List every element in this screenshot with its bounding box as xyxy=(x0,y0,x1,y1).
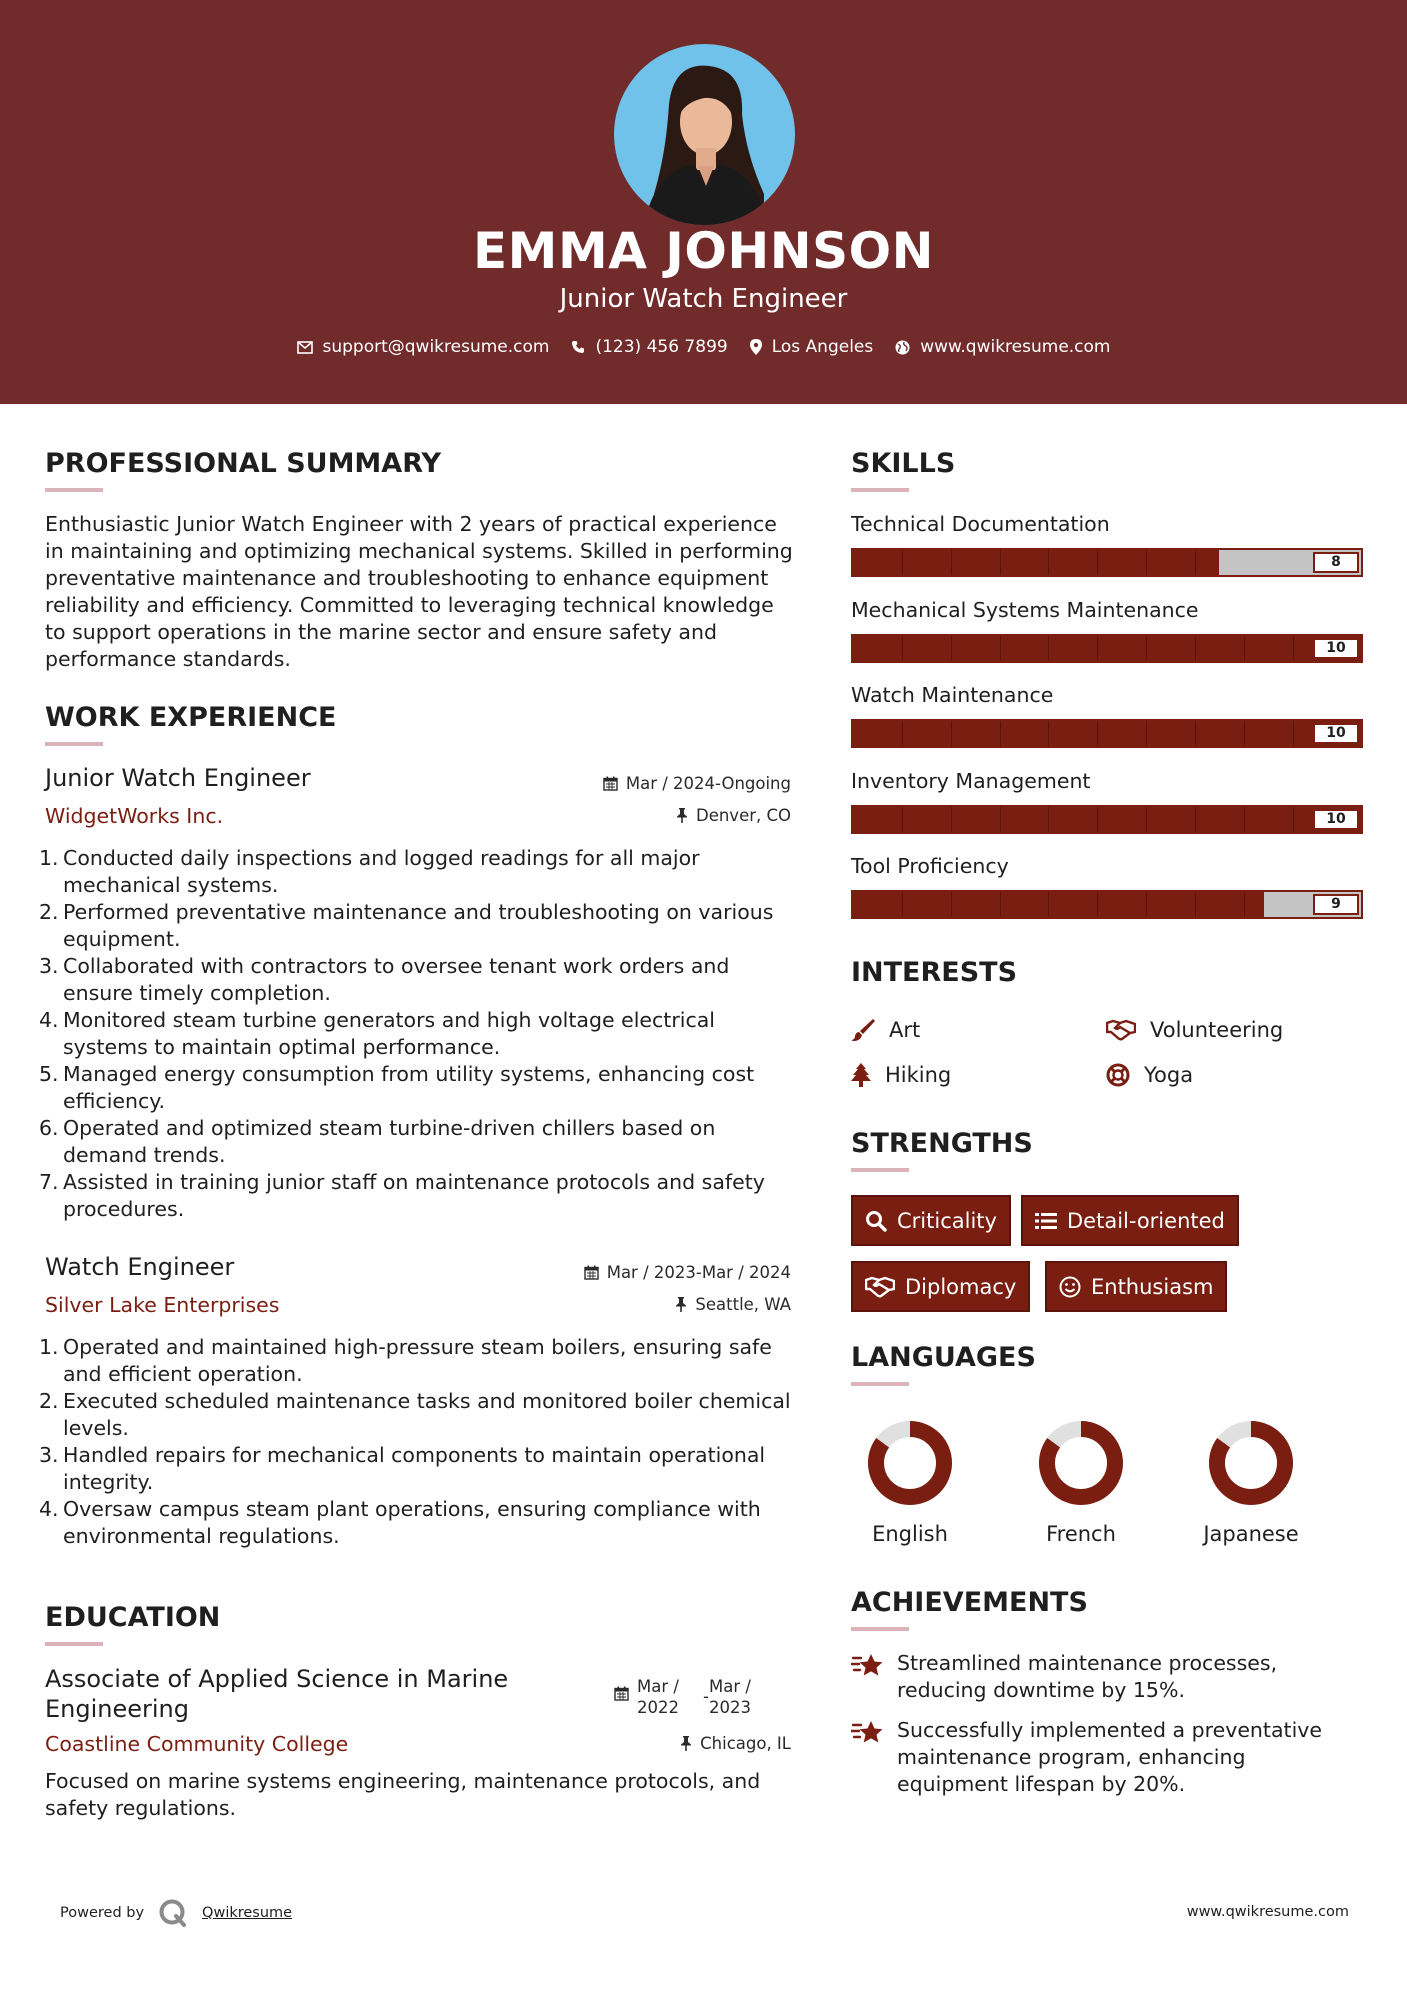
experience-underline xyxy=(45,742,103,746)
job-title: Junior Watch Engineer xyxy=(45,764,311,792)
skill-bar-divider xyxy=(1146,550,1147,575)
job-bullets xyxy=(39,1334,795,1550)
skill-bar-divider xyxy=(1293,807,1294,832)
skill-bar-divider xyxy=(1048,550,1049,575)
skill-label: Tool Proficiency xyxy=(851,854,1009,878)
candidate-name: EMMA JOHNSON xyxy=(473,222,934,280)
handshake-icon xyxy=(865,1276,895,1298)
languages-heading: LANGUAGES xyxy=(851,1342,1036,1373)
skill-bar-fill xyxy=(853,721,1361,746)
degree-title: Associate of Applied Science in Marine Engineering xyxy=(45,1665,509,1723)
pushpin-icon xyxy=(676,808,688,823)
skill-bar-divider xyxy=(1000,721,1001,746)
website-text: www.qwikresume.com xyxy=(920,337,1111,357)
interest-volunteering: Volunteering xyxy=(1106,1018,1283,1042)
skill-value: 10 xyxy=(1313,638,1359,659)
map-pin-icon xyxy=(750,339,762,355)
education-heading: EDUCATION xyxy=(45,1602,221,1633)
smile-icon xyxy=(1059,1276,1081,1298)
skill-bar-divider xyxy=(1244,892,1245,917)
skill-bar-divider xyxy=(1293,721,1294,746)
profile-photo xyxy=(614,44,795,225)
strength-chip: Diplomacy xyxy=(851,1261,1030,1312)
contact-bar xyxy=(0,337,1407,357)
summary-heading: PROFESSIONAL SUMMARY xyxy=(45,448,442,479)
list-icon xyxy=(1035,1211,1057,1231)
skill-label: Watch Maintenance xyxy=(851,683,1054,707)
language-donut xyxy=(865,1418,955,1508)
skill-bar xyxy=(851,548,1363,577)
education-location-text: Chicago, IL xyxy=(700,1734,791,1753)
skill-bar-divider xyxy=(902,721,903,746)
list-item: 2. Performed preventative maintenance and troubleshooting on various equipment. xyxy=(39,900,774,951)
job-title: Watch Engineer xyxy=(45,1253,235,1281)
achievement-item: Successfully implemented a preventative maintenance program, enhancing equipment lifespan by 20%. xyxy=(851,1717,1351,1798)
handshake-icon xyxy=(1106,1019,1136,1041)
list-item: 5. Managed energy consumption from utility systems, enhancing cost efficiency. xyxy=(39,1062,755,1113)
summary-text: Enthusiastic Junior Watch Engineer with 2 years of practical experience in maintaining and optimizing mechanical systems. Skilled in performing preventative maintenance and troubleshooting to enhance equipment reliability and efficiency. Committed to leveraging technical knowledge to support operations in the marine sector and ensure safety and performance standards. xyxy=(45,512,793,671)
paintbrush-icon xyxy=(851,1018,875,1042)
skill-bar xyxy=(851,719,1363,748)
globe-icon xyxy=(895,340,910,355)
skill-bar-divider xyxy=(1195,636,1196,661)
achievements-heading: ACHIEVEMENTS xyxy=(851,1587,1088,1618)
skill-bar-divider xyxy=(1048,636,1049,661)
strength-chip: Enthusiasm xyxy=(1045,1261,1227,1312)
strength-chip: Detail-oriented xyxy=(1021,1195,1239,1246)
lifering-icon xyxy=(1106,1063,1130,1087)
skill-bar-divider xyxy=(1048,892,1049,917)
language-label: Japanese xyxy=(1203,1522,1299,1546)
skills-underline xyxy=(851,488,909,492)
skill-bar-divider xyxy=(951,550,952,575)
skill-bar-divider xyxy=(1097,636,1098,661)
contact-email[interactable] xyxy=(297,337,550,357)
interest-art: Art xyxy=(851,1018,920,1042)
skill-value: 10 xyxy=(1313,723,1359,744)
skill-bar-divider xyxy=(1195,721,1196,746)
skill-bar-fill xyxy=(853,636,1361,661)
skill-bar-divider xyxy=(1000,636,1001,661)
school-name: Coastline Community College xyxy=(45,1732,349,1756)
job-location xyxy=(676,806,791,825)
skill-bar-divider xyxy=(1146,721,1147,746)
interest-hiking: Hiking xyxy=(851,1063,951,1087)
skill-bar-divider xyxy=(951,721,952,746)
education-description: Focused on marine systems engineering, maintenance protocols, and safety regulations. xyxy=(45,1769,761,1820)
location-text: Los Angeles xyxy=(771,337,874,357)
company-name: WidgetWorks Inc. xyxy=(45,804,224,828)
strengths-underline xyxy=(851,1168,909,1172)
job-bullets xyxy=(39,845,795,1223)
company-name: Silver Lake Enterprises xyxy=(45,1293,280,1317)
skill-value: 9 xyxy=(1313,894,1359,915)
skill-bar xyxy=(851,634,1363,663)
list-item: 4. Oversaw campus steam plant operations, ensuring compliance with environmental regulations. xyxy=(39,1497,761,1548)
contact-location xyxy=(750,337,874,357)
skill-bar-divider xyxy=(1146,892,1147,917)
tree-icon xyxy=(851,1063,871,1087)
skill-bar-divider xyxy=(902,636,903,661)
achievement-item: Streamlined maintenance processes, reducing downtime by 15%. xyxy=(851,1650,1351,1704)
skills-heading: SKILLS xyxy=(851,448,956,479)
skill-bar-divider xyxy=(1097,721,1098,746)
job-location-text: Denver, CO xyxy=(695,806,791,825)
experience-heading: WORK EXPERIENCE xyxy=(45,702,337,733)
skill-bar-divider xyxy=(951,636,952,661)
contact-website[interactable] xyxy=(895,337,1110,357)
job-dates-text: Mar / 2023-Mar / 2024 xyxy=(606,1263,791,1282)
email-text: support@qwikresume.com xyxy=(322,337,550,357)
list-item: 3. Handled repairs for mechanical components to maintain operational integrity. xyxy=(39,1443,766,1494)
education-start: Mar / 2022 xyxy=(637,1677,679,1717)
skill-bar-divider xyxy=(902,550,903,575)
skill-bar-divider xyxy=(1293,636,1294,661)
skill-bar-divider xyxy=(1244,721,1245,746)
search-icon xyxy=(865,1210,887,1232)
skill-label: Technical Documentation xyxy=(851,512,1110,536)
skill-bar-divider xyxy=(1097,892,1098,917)
contact-phone[interactable] xyxy=(571,337,727,357)
skill-bar-divider xyxy=(951,892,952,917)
phone-text: (123) 456 7899 xyxy=(595,337,728,357)
skill-value: 10 xyxy=(1313,809,1359,830)
skill-bar-divider xyxy=(1146,636,1147,661)
skill-bar-divider xyxy=(1244,807,1245,832)
calendar-icon xyxy=(603,776,618,791)
language-label: French xyxy=(1046,1522,1116,1546)
language-label: English xyxy=(872,1522,948,1546)
job-dates xyxy=(584,1263,791,1282)
list-item: 1. Conducted daily inspections and logged readings for all major mechanical systems. xyxy=(39,846,700,897)
summary-underline xyxy=(45,488,103,492)
list-item: 2. Executed scheduled maintenance tasks and monitored boiler chemical levels. xyxy=(39,1389,791,1440)
skill-bar xyxy=(851,805,1363,834)
qwikresume-logo-icon xyxy=(158,1898,188,1928)
interests-heading: INTERESTS xyxy=(851,957,1018,988)
strength-chip: Criticality xyxy=(851,1195,1011,1246)
skill-bar-divider xyxy=(902,892,903,917)
languages-underline xyxy=(851,1382,909,1386)
list-item: 6. Operated and optimized steam turbine-driven chillers based on demand trends. xyxy=(39,1116,716,1167)
skill-bar-divider xyxy=(1244,636,1245,661)
star-medal-icon xyxy=(851,1652,883,1680)
skill-label: Mechanical Systems Maintenance xyxy=(851,597,1199,622)
education-location xyxy=(680,1734,791,1753)
phone-icon xyxy=(571,340,585,354)
strengths-heading: STRENGTHS xyxy=(851,1128,1033,1159)
education-dates xyxy=(614,1676,751,1718)
footer-url[interactable]: www.qwikresume.com xyxy=(1186,1904,1349,1920)
header xyxy=(0,0,1407,404)
job-location-text: Seattle, WA xyxy=(695,1295,791,1314)
skill-bar-divider xyxy=(1000,892,1001,917)
skill-bar-divider xyxy=(902,807,903,832)
skill-bar-divider xyxy=(1195,892,1196,917)
envelope-icon xyxy=(297,341,313,354)
skill-label: Inventory Management xyxy=(851,768,1091,793)
list-item: 7. Assisted in training junior staff on maintenance protocols and safety procedures. xyxy=(39,1170,765,1221)
qwikresume-link[interactable]: Qwikresume xyxy=(202,1905,293,1921)
education-end: - Mar / 2023 xyxy=(703,1677,751,1717)
education-underline xyxy=(45,1642,103,1646)
pushpin-icon xyxy=(680,1736,692,1751)
footer-powered-by: Powered by Qwikresume xyxy=(60,1898,292,1928)
skill-bar-divider xyxy=(1195,550,1196,575)
skill-bar-divider xyxy=(1048,721,1049,746)
job-dates-text: Mar / 2024-Ongoing xyxy=(625,774,791,793)
list-item: 4. Monitored steam turbine generators and high voltage electrical systems to maintain optimal performance. xyxy=(39,1008,715,1059)
skill-value: 8 xyxy=(1313,552,1359,573)
skill-bar-divider xyxy=(1195,807,1196,832)
skill-bar-divider xyxy=(1048,807,1049,832)
skill-bar-divider xyxy=(951,807,952,832)
star-medal-icon xyxy=(851,1719,883,1747)
language-donut xyxy=(1036,1418,1126,1508)
list-item: 1. Operated and maintained high-pressure steam boilers, ensuring safe and efficient operation. xyxy=(39,1335,772,1386)
pushpin-icon xyxy=(675,1297,687,1312)
skill-bar-divider xyxy=(1000,807,1001,832)
candidate-title: Junior Watch Engineer xyxy=(559,284,848,314)
calendar-icon xyxy=(584,1265,599,1280)
achievements-underline xyxy=(851,1627,909,1631)
job-dates xyxy=(603,774,791,793)
skill-bar-divider xyxy=(1000,550,1001,575)
skill-bar-divider xyxy=(1097,807,1098,832)
skill-bar-fill xyxy=(853,807,1361,832)
skill-bar-divider xyxy=(1146,807,1147,832)
list-item: 3. Collaborated with contractors to oversee tenant work orders and ensure timely completion. xyxy=(39,954,730,1005)
calendar-icon xyxy=(614,1686,629,1701)
job-location xyxy=(675,1295,791,1314)
interest-yoga: Yoga xyxy=(1106,1063,1193,1087)
skill-bar-fill xyxy=(853,892,1264,917)
language-donut xyxy=(1206,1418,1296,1508)
skill-bar-fill xyxy=(853,550,1219,575)
skill-bar-divider xyxy=(1097,550,1098,575)
skill-bar xyxy=(851,890,1363,919)
